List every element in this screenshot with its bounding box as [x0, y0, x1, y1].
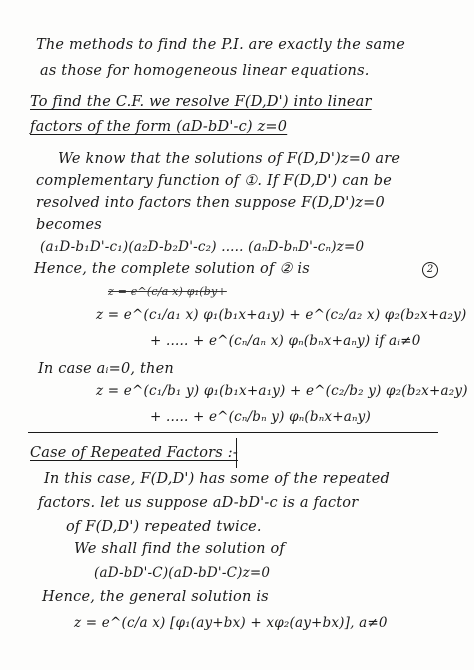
line-repeated-equation: (aD-bD'-C)(aD-bD'-C)z=0	[94, 565, 271, 581]
line-homogeneous: as those for homogeneous linear equations.	[40, 63, 370, 79]
line-final-solution: z = e^(c/a x) [φ₁(ay+bx) + xφ₂(ay+bx)], a≠0	[74, 615, 388, 631]
line-complete-solution: Hence, the complete solution of ② is	[34, 261, 310, 277]
line-repeated-case: In this case, F(D,D') has some of the repeated	[44, 471, 390, 487]
line-factor-product: (a₁D-b₁D'-c₁)(a₂D-b₂D'-c₂) ..... (aₙD-bₙD'-cₙ)z=0	[40, 239, 365, 255]
line-z-general: z = e^(c₁/a₁ x) φ₁(b₁x+a₁y) + e^(c₂/a₂ x) φ₂(b₂x+a₂y)	[96, 307, 467, 323]
equation-marker-2: 2	[422, 262, 438, 278]
line-factors-form: factors of the form (aD-bD'-c) z=0	[30, 119, 288, 135]
line-find-solution: We shall find the solution of	[74, 541, 285, 557]
line-pi-methods: The methods to find the P.I. are exactly the same	[36, 37, 406, 53]
line-z-y: z = e^(c₁/b₁ y) φ₁(b₁x+a₁y) + e^(c₂/b₂ y) φ₂(b₂x+a₂y)	[96, 383, 468, 399]
line-find-cf: To find the C.F. we resolve F(D,D') into linear	[30, 94, 372, 110]
line-general-solution: Hence, the general solution is	[42, 589, 269, 605]
section-divider	[28, 432, 438, 433]
line-z-y-continued: + ..... + e^(cₙ/bₙ y) φₙ(bₙx+aₙy)	[150, 409, 371, 425]
line-suppose-factor: factors. let us suppose aD-bD'-c is a factor	[38, 495, 359, 511]
heading-repeated-factors: Case of Repeated Factors :-	[30, 445, 238, 461]
line-repeated-twice: of F(D,D') repeated twice.	[66, 519, 262, 535]
line-becomes: becomes	[36, 217, 102, 233]
struck-out-expression: z = e^(c/a x) φ₁(by+	[108, 285, 227, 298]
line-resolved: resolved into factors then suppose F(D,D')z=0	[36, 195, 385, 211]
line-z-continued: + ..... + e^(cₙ/aₙ x) φₙ(bₙx+aₙy) if aᵢ≠0	[150, 333, 421, 349]
line-case-ai-zero: In case aᵢ=0, then	[38, 361, 174, 377]
line-solutions: We know that the solutions of F(D,D')z=0 are	[58, 151, 401, 167]
line-complementary: complementary function of ①. If F(D,D') can be	[36, 173, 392, 189]
